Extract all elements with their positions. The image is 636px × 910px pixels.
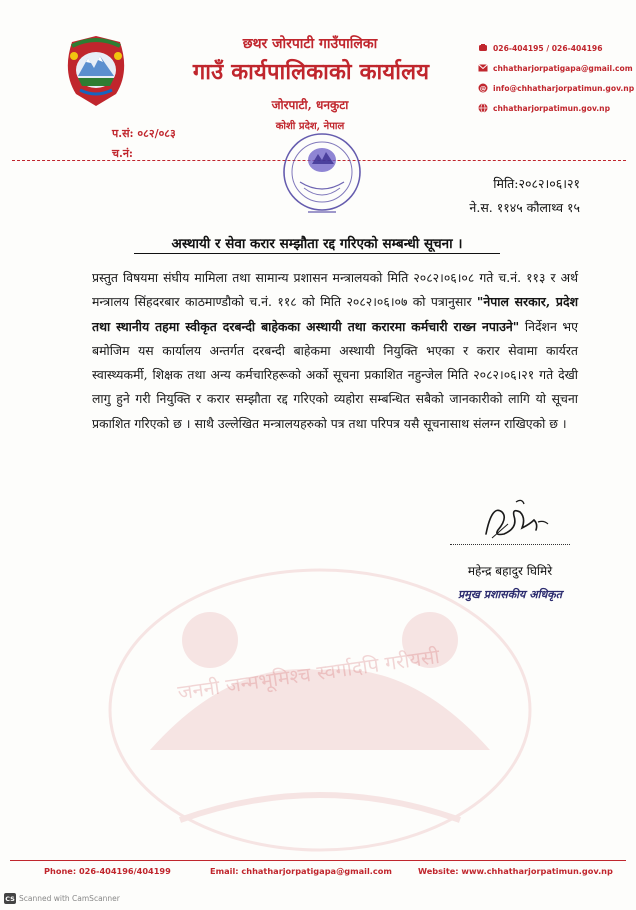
office-seal-stamp: [278, 128, 366, 224]
contact-email-1: [478, 58, 633, 78]
contact-email-2-text: info@chhatharjorpatimun.gov.np: [493, 83, 635, 93]
contact-phone: [478, 38, 628, 58]
signature-line: [450, 544, 570, 545]
globe-icon: [478, 103, 488, 113]
camscanner-icon: CS: [5, 894, 15, 903]
office-name: छथर जोरपाटी गाउँपालिका: [242, 36, 378, 52]
office-title: गाउँ कार्यपालिकाको कार्यालय: [192, 59, 430, 85]
reference-numbers: [112, 124, 176, 164]
body-text-part1: प्रस्तुत विषयमा संघीय मामिला तथा सामान्य प्रशासन मन्त्रालयको मिति २०८२।०६।०८ गते च.नं. ११३ र अर्थ मन्त्रालय सिंहदरबार काठमाण्डौको च.नं. ११८ को मिति २०८२।०६।०७ को पत्रानुसार: [92, 270, 578, 310]
mail-icon: [478, 63, 488, 73]
contact-email-2: [478, 78, 635, 98]
footer-divider: [10, 860, 626, 861]
contact-website: [478, 98, 628, 118]
contact-phone-text: 026-404195 / 026-404196: [493, 43, 603, 53]
phone-icon: [478, 43, 488, 53]
nepal-sambat-line: ने.स. ११४५ कौलाथ्व १५: [469, 200, 580, 215]
letter-number: प.सं: ०८२/०८३: [112, 127, 176, 140]
footer-email: Email: chhatharjorpatigapa@gmail.com: [210, 866, 392, 876]
office-province: कोशी प्रदेश, नेपाल: [275, 121, 345, 132]
notice-body: [92, 266, 578, 436]
svg-text:@: @: [479, 84, 487, 93]
scanner-text: Scanned with CamScanner: [19, 894, 120, 903]
contact-email-1-text: chhatharjorpatigapa@gmail.com: [493, 63, 633, 73]
nepal-emblem-icon: [60, 32, 132, 110]
signatory-title: प्रमुख प्रशासकीय अधिकृत: [458, 588, 562, 601]
dispatch-number: च.नं:: [112, 147, 133, 160]
date-line: मिति:२०८२।०६।२१: [493, 176, 580, 191]
handwritten-signature: [478, 494, 558, 544]
body-quoted-directive: "नेपाल सरकार, प्रदेश तथा स्थानीय तहमा स्वीकृत दरबन्दी बाहेकका अस्थायी तथा करारमा कर्मचारी राख्न नपाउने": [92, 294, 578, 334]
date-block: [440, 172, 580, 220]
signatory-name: महेन्द्र बहादुर घिमिरे: [467, 564, 553, 578]
watermark-motto: जननी जन्मभूमिश्च स्वर्गादपि गरीयसी: [176, 643, 442, 705]
mail-icon: [478, 83, 488, 93]
contact-website-text: chhatharjorpatimun.gov.np: [493, 103, 611, 113]
scanner-watermark: [4, 893, 120, 904]
office-place: जोरपाटी, धनकुटा: [271, 98, 349, 112]
footer-phone: Phone: 026-404196/404199: [44, 866, 171, 876]
body-text-part2: निर्देशन भए बमोजिम यस कार्यालय अन्तर्गत दरबन्दी बाहेकमा अस्थायी नियुक्ति भएका र करार सेवामा कार्यरत स्वास्थ्यकर्मी, शिक्षक तथा अन्य कर्मचारिहरूको अर्को सूचना प्रकाशित नहुन्जेल मिति २०८२।०६।२१ गते देखी लागु हुने गरी नियुक्ति र करार सम्झौता रद्द गरिएको व्यहोरा सम्बन्धित सबैको जानकारीको लागि यो सूचना प्रकाशित गरिएको छ । साथै उल्लेखित मन्त्रालयहरुको पत्र तथा परिपत्र यसै सूचनासाथ संलग्न राखिएको छ ।: [92, 318, 578, 431]
footer-website: Website: www.chhatharjorpatimun.gov.np: [418, 866, 613, 876]
notice-subject: अस्थायी र सेवा करार सम्झौता रद्द गरिएको सम्बन्धी सूचना ।: [134, 234, 500, 254]
contact-list: [478, 38, 635, 118]
